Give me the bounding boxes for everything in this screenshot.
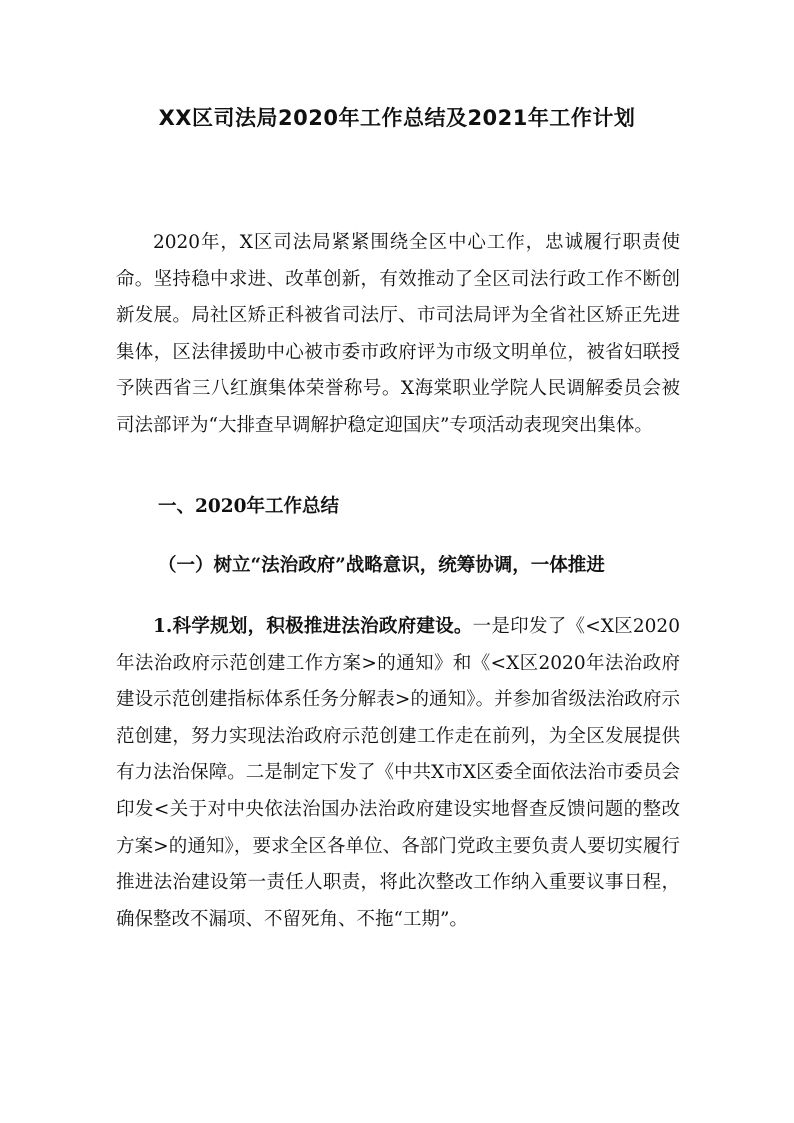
subsection-heading: （一）树立“法治政府”战略意识，统筹协调，一体推进 — [158, 555, 605, 576]
intro-paragraph: 2020年，X区司法局紧紧围绕全区中心工作，忠诚履行职责使命。坚持稳中求进、改革创新，有效推动了全区司法行政工作不断创新发展。局社区矫正科被省司法厅、市司法局评为全省社区矫正先进集体，区法律援助中心被市委市政府评为市级文明单位，被省妇联授予陕西省三八红旗集体荣誉称号。X海棠职业学院人民调解委员会被司法部评为“大排查早调解护稳定迎国庆”专项活动表现突出集体。 — [116, 232, 680, 436]
section-heading: 一、2020年工作总结 — [158, 496, 339, 517]
item1-paragraph — [116, 609, 680, 938]
item1-lead: 1.科学规划，积极推进法治政府建设。 — [153, 616, 473, 637]
document-title: XX区司法局2020年工作总结及2021年工作计划 — [158, 106, 636, 130]
item1-text: 一是印发了《<X区2020年法治政府示范创建工作方案>的通知》和《<X区2020年法治政府建设示范创建指标体系任务分解表>的通知》。并参加省级法治政府示范创建，努力实现法治政府示范创建工作走在前列，为全区发展提供有力法治保障。二是制定下发了《中共X市X区委全面依法治市委员会印发<关于对中央依法治国办法治政府建设实地督查反馈问题的整改方案>的通知》，要求全区各单位、各部门党政主要负责人要切实履行推进法治建设第一责任人职责，将此次整改工作纳入重要议事日程，确保整改不漏项、不留死角、不拖“工期”。 — [116, 616, 680, 930]
